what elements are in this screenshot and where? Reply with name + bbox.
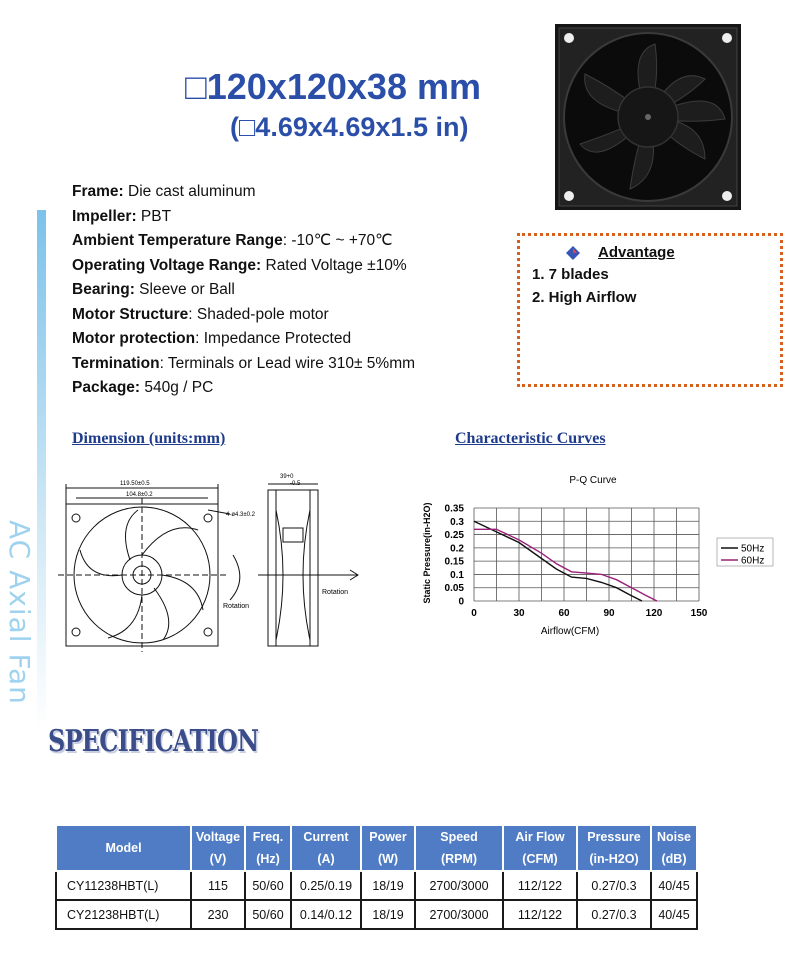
spec-list [72, 180, 415, 401]
advantage-title: Advantage [598, 244, 675, 261]
table-cell: 0.27/0.3 [577, 871, 651, 900]
table-header-cell: Noise (dB) [651, 825, 697, 871]
side-label-text: AC Axial Fan [3, 520, 36, 705]
table-cell: 0.27/0.3 [577, 900, 651, 929]
spec-row-bearing: Bearing: Sleeve or Ball [72, 281, 235, 298]
spec-row-ambient-temperature: Ambient Temperature Range: -10℃ ~ +70℃ [72, 232, 393, 249]
chart-xlabel: Airflow(CFM) [540, 626, 600, 637]
dimension-heading: Dimension (units:mm) [72, 430, 226, 447]
dim-depth-label: 39+0 [280, 474, 294, 480]
spec-row-impeller: Impeller: PBT [72, 207, 172, 225]
fan-photo [555, 24, 741, 210]
spec-row-motor-protection: Motor protection: Impedance Protected [72, 330, 352, 347]
y-tick-label: 0.25 [444, 530, 464, 542]
legend-label: 60Hz [741, 555, 765, 567]
table-cell: 230 [191, 900, 245, 929]
dim-outer-label: 119.50±0.5 [120, 481, 150, 487]
table-cell: 2700/3000 [415, 900, 503, 929]
table-row [56, 900, 697, 929]
product-size-title: □120x120x38 mm [185, 66, 481, 107]
rotation-label-front: Rotation [223, 603, 250, 610]
table-cell: 115 [191, 871, 245, 900]
spec-row-termination: Termination: Terminals or Lead wire 310± 5%mm [72, 354, 416, 372]
series-line-60hz [474, 529, 657, 601]
y-tick-label: 0.15 [444, 556, 464, 568]
table-header-cell: Pressure (in-H2O) [577, 825, 651, 871]
diamond-bullet-icon [566, 246, 580, 260]
spec-row-package: Package: 540g / PC [72, 379, 214, 396]
specification-table [55, 824, 698, 930]
table-cell: 50/60 [245, 900, 291, 929]
product-size-inches: (□4.69x4.69x1.5 in) [230, 112, 469, 142]
x-tick-label: 30 [513, 608, 525, 619]
table-cell: 18/19 [361, 871, 415, 900]
dimension-drawing [58, 470, 368, 660]
spec-row-motor-structure: Motor Structure: Shaded-pole motor [72, 305, 329, 323]
y-tick-label: 0.05 [444, 583, 464, 595]
x-tick-label: 120 [645, 608, 663, 619]
characteristic-heading: Characteristic Curves [455, 430, 606, 447]
side-label [0, 520, 36, 750]
spec-row-operating-voltage: Operating Voltage Range: Rated Voltage ±10% [72, 256, 407, 274]
table-cell: 0.14/0.12 [291, 900, 361, 929]
advantage-item: 2. High Airflow [532, 289, 637, 306]
table-cell: 2700/3000 [415, 871, 503, 900]
table-header-cell: Freq. (Hz) [245, 825, 291, 871]
table-cell: 112/122 [503, 871, 577, 900]
table-row [56, 871, 697, 900]
table-header-cell: Model [56, 825, 191, 871]
table-cell: 40/45 [651, 900, 697, 929]
y-tick-label: 0.1 [450, 569, 464, 581]
dim-hole-label: 4-ø4.3±0.2 [226, 512, 255, 518]
table-cell: 40/45 [651, 871, 697, 900]
table-cell: 18/19 [361, 900, 415, 929]
advantage-item: 1. 7 blades [532, 266, 609, 283]
dim-depth-tolerance: -0.5 [290, 481, 301, 487]
table-cell-model: CY11238HBT(L) [56, 871, 191, 900]
pq-curve-chart [410, 468, 780, 648]
table-header-cell: Air Flow (CFM) [503, 825, 577, 871]
advantage-box [517, 233, 783, 387]
specification-heading: SPECIFICATION [48, 724, 259, 759]
dim-inner-label: 104.8±0.2 [126, 492, 153, 498]
x-tick-label: 150 [690, 608, 708, 619]
chart-ylabel: Static Pressure(in-H2O) [422, 502, 432, 604]
y-tick-label: 0.3 [450, 516, 464, 528]
side-accent-stripe [37, 210, 46, 730]
table-header-cell: Voltage (V) [191, 825, 245, 871]
spec-row-frame: Frame: Die cast aluminum [72, 183, 256, 200]
y-tick-label: 0.2 [450, 543, 464, 555]
y-tick-label: 0.35 [444, 503, 464, 515]
chart-title: P-Q Curve [569, 475, 617, 486]
y-tick-label: 0 [458, 596, 464, 608]
table-header-cell: Current (A) [291, 825, 361, 871]
x-tick-label: 60 [558, 608, 570, 619]
table-cell-model: CY21238HBT(L) [56, 900, 191, 929]
table-cell: 0.25/0.19 [291, 871, 361, 900]
table-cell: 50/60 [245, 871, 291, 900]
table-cell: 112/122 [503, 900, 577, 929]
table-header-row [56, 825, 697, 871]
x-tick-label: 90 [603, 608, 615, 619]
table-header-cell: Speed (RPM) [415, 825, 503, 871]
legend-label: 50Hz [741, 543, 765, 555]
table-header-cell: Power (W) [361, 825, 415, 871]
fan-photo-drawing [555, 24, 741, 210]
rotation-label-side: Rotation [322, 589, 349, 596]
x-tick-label: 0 [471, 608, 477, 619]
